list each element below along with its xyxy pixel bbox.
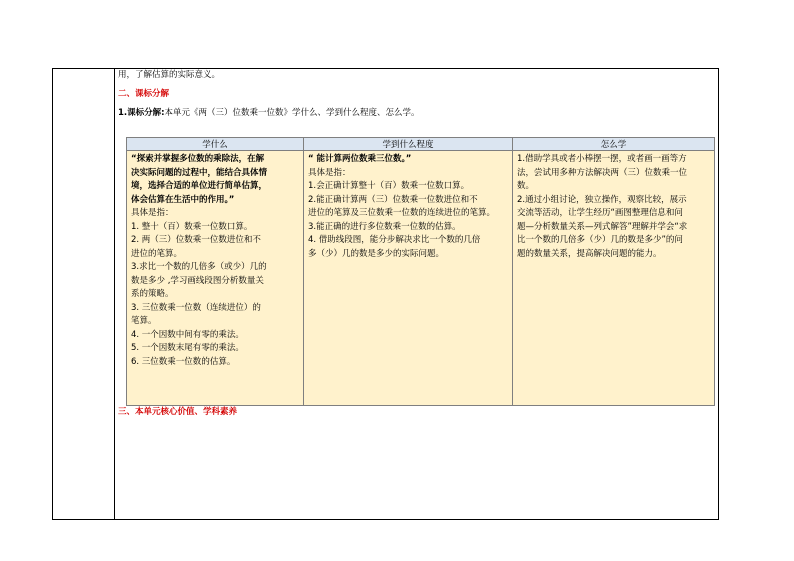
col1-line: 3.求比一个数的几倍多（或少）几的 [131, 262, 267, 272]
col3-line: 交流等活动，让学生经历“画图整理信息和问 [517, 208, 683, 218]
col1-line: 系的策略。 [131, 289, 174, 299]
column-divider [114, 69, 115, 519]
cell-how [513, 151, 715, 406]
section2-heading: 二、课标分解 [118, 89, 170, 99]
col2-line: 2.能正确计算两（三）位数乘一位数进位和不 [308, 194, 478, 205]
col2-line: 1.会正确计算整十（百）数乘一位数口算。 [308, 181, 470, 191]
section3-heading: 三、本单元核心价值、学科素养 [118, 407, 238, 417]
intro-line: 用，了解估算的实际意义。 [118, 70, 221, 80]
col3-line: 题—分析数量关系—列式解答”理解并学会“求 [517, 221, 688, 232]
col3-line: 2.通过小组讨论，独立操作，观察比较，展示 [517, 194, 687, 205]
col2-line: 3.能正确的进行多位数乘一位数的估算。 [308, 221, 461, 232]
col2-line: 进位的笔算及三位数乘一位数的连续进位的笔算。 [308, 208, 496, 218]
col1-line: “探索并掌握多位数的乘除法，在解 [131, 154, 265, 164]
col1-line: 数是多少 ,学习画线段图分析数量关 [131, 275, 264, 286]
cell-what [127, 151, 304, 406]
col3-line: 题的数量关系，提高解决问题的能力。 [517, 248, 662, 259]
col1-line: 6. 三位数乘一位数的估算。 [131, 356, 236, 367]
header-what: 学什么 [127, 138, 304, 151]
col2-line: 4. 借助线段图，能分步解决求比一个数的几倍 [308, 235, 481, 245]
col1-line: 3. 三位数乘一位数（连续进位）的 [131, 302, 261, 313]
col1-line: 境，选择合适的单位进行简单估算， [131, 181, 268, 191]
subheading [118, 108, 420, 119]
col1-line: 1. 整十（百）数乘一位数口算。 [131, 221, 253, 232]
col3-line: 1.借助学具或者小棒摆一摆，或者画一画等方 [517, 154, 687, 164]
header-degree: 学到什么程度 [304, 138, 513, 151]
col1-line: 2. 两（三）位数乘一位数进位和不 [131, 235, 261, 245]
col2-line: 多（少）几的数是多少的实际问题。 [308, 248, 445, 259]
cell-degree [304, 151, 513, 406]
col3-line: 比一个数的几倍多（少）几的数是多少”的问 [517, 235, 683, 245]
col1-line: 进位的笔算。 [131, 248, 183, 259]
col1-line: 4. 一个因数中间有零的乘法。 [131, 329, 244, 340]
col1-line: 决实际问题的过程中，能结合具体情 [131, 167, 268, 178]
col1-line: 体会估算在生活中的作用。” [131, 194, 235, 205]
col1-line: 5. 一个因数末尾有零的乘法。 [131, 343, 244, 353]
curriculum-table [126, 137, 715, 406]
col2-line: 具体是指： [308, 167, 351, 178]
col3-line: 法，尝试用多种方法解决两（三）位数乘一位 [517, 167, 688, 178]
subheading-label: 1.课标分解: [118, 108, 165, 118]
header-how: 怎么学 [513, 138, 715, 151]
col2-line: “ 能计算两位数乘三位数。” [308, 154, 412, 164]
col1-line: 具体是指： [131, 208, 174, 218]
col1-line: 笔算。 [131, 316, 157, 326]
col3-line: 数。 [517, 181, 535, 191]
subheading-text: 本单元《两（三）位数乘一位数》学什么、学到什么程度、怎么学。 [164, 108, 420, 118]
